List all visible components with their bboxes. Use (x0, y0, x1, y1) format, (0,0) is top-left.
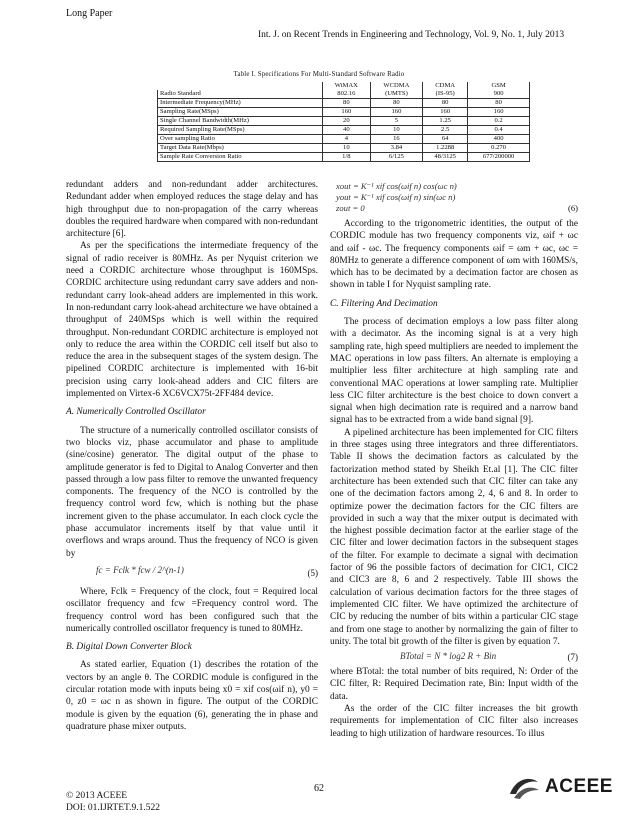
cell: 677/200000 (468, 153, 530, 162)
publisher-logo (506, 772, 613, 802)
paragraph: According to the trigonometric identities, the output of the CORDIC module has two frequency components viz, ωif + ωc and ωif - ωc. The frequency components ωif = ωm + ωc, ωc = 80MHz to generate a difference component of ωm with 160MS/s, which has to be decimated by a decimation factor are chosen as shown in table I for Nyquist sampling rate. (330, 219, 578, 291)
cell: (UMTS) (370, 90, 422, 99)
col-header: WiMAX (323, 82, 371, 90)
cell: 5 (370, 117, 422, 126)
cell: 0.270 (468, 144, 530, 153)
cell: 160 (468, 108, 530, 117)
table-row (158, 135, 530, 144)
row-label: Target Data Rate(Mbps) (158, 144, 323, 153)
cell: 3.84 (370, 144, 422, 153)
cell: 80 (323, 99, 371, 108)
cell: 802.16 (323, 90, 371, 99)
equation-number: (7) (567, 652, 578, 663)
col-header: CDMA (423, 82, 468, 90)
equation-7 (330, 650, 578, 664)
equation-line: yout = K⁻¹ xif cos(ωif n) sin(ωc n) (336, 192, 456, 202)
table-row (158, 117, 530, 126)
cell: 160 (370, 108, 422, 117)
table-row (158, 90, 530, 99)
right-column (330, 179, 578, 740)
cell: 64 (423, 135, 468, 144)
paragraph: redundant adders and non-redundant adder architectures. Redundant adder when employed reduces the stage delay and has high throughput due to non-propagation of the carry whereas doubles the required hardware when compared with non-redundant architecture [6]. (66, 180, 318, 240)
copyright-block (66, 790, 160, 814)
left-column (66, 179, 318, 733)
paragraph: The structure of a numerically controlled oscillator consists of two blocks viz, phase accumulator and phase to amplitude (sine/cosine) generator. The digital output of the phase to amplitude generator is fed to Digital to Analog Converter and then passed through a low pass filter to remove the unwanted frequency components. The frequency of the NCO is controlled by the frequency control word fcw, which is nothing but the phase increment given to the phase accumulator. In each clock cycle the phase accumulator increments itself by that value until it overflows and wraps around. Thus the frequency of NCO is given by (66, 425, 318, 559)
table-row (158, 144, 530, 153)
row-label: Intermediate Frequency(MHz) (158, 99, 323, 108)
equation-body: fc = Fclk * fcw / 2^(n-1) (96, 564, 184, 575)
equation-number: (6) (567, 203, 578, 213)
equation-number: (5) (307, 567, 318, 578)
doi: DOI: 01.IJRTET.9.1.522 (66, 803, 160, 813)
cell: 1.2288 (423, 144, 468, 153)
row-label: Over sampling Ratio (158, 135, 323, 144)
equation-line: xout = K⁻¹ xif cos(ωif n) cos(ωc n) (336, 181, 457, 191)
row-label: Radio Standard (158, 90, 323, 99)
table-row (158, 126, 530, 135)
row-label: Required Sampling Rate(MSps) (158, 126, 323, 135)
section-heading: B. Digital Down Converter Block (66, 642, 192, 653)
table-row (158, 153, 530, 162)
copyright: © 2013 ACEEE (66, 791, 128, 801)
cell: 1.25 (423, 117, 468, 126)
equation-5 (66, 564, 318, 582)
cell: 48/3125 (423, 153, 468, 162)
cell: 160 (423, 108, 468, 117)
cell: 80 (423, 99, 468, 108)
paragraph: Where, Fclk = Frequency of the clock, fout = Required local oscillator frequency and fcw =Frequency control word. The frequency control word has been configured such that the numerically controlled oscillator frequency is tuned to 80MHz. (66, 586, 318, 634)
paper-type-label: Long Paper (66, 8, 113, 19)
journal-header: Int. J. on Recent Trends in Engineering and Technology, Vol. 9, No. 1, July 2013 (258, 30, 565, 40)
equation-line: zout = 0 (336, 203, 365, 213)
cell: 20 (323, 117, 371, 126)
paragraph: As stated earlier, Equation (1) describes the rotation of the vectors by an angle θ. The CORDIC module is configured in the circular rotation mode with inputs being x0 = xif cos(ωif n), y0 = 0, z0 = ωc n as shown in figure. The output of the CORDIC module is given by the equation (6), generating the in phase and quadrature phase mixer outputs. (66, 660, 318, 732)
cell: 16 (370, 135, 422, 144)
aceee-swirl-icon (506, 772, 542, 802)
cell: 900 (468, 90, 530, 99)
cell: 10 (323, 144, 371, 153)
cell: 0.2 (468, 117, 530, 126)
row-label: Sampling Rate(MSps) (158, 108, 323, 117)
table-header-row (158, 82, 530, 90)
cell: 2.5 (423, 126, 468, 135)
logo-text: ACEEE (545, 776, 613, 797)
cell: 80 (370, 99, 422, 108)
col-header: WCDMA (370, 82, 422, 90)
section-heading: C. Filtering And Decimation (330, 298, 438, 309)
cell: 80 (468, 99, 530, 108)
section-heading: A. Numerically Controlled Oscillator (66, 407, 206, 418)
equation-body: BTotal = N * log2 R + Bin (400, 651, 497, 662)
cell: 160 (323, 108, 371, 117)
row-label: Single Channel Bandwidth(MHz) (158, 117, 323, 126)
paragraph: As per the specifications the intermediate frequency of the signal of radio receiver is 80MHz. As per Nyquist criterion we need a CORDIC architecture whose throughput is 160MSps. CORDIC architecture using redundant carry save adders and non-redundant carry look-ahead adders are implemented in this work. In non-redundant carry look-ahead architecture we have obtained a throughput of 240MSps which is well within the required throughput. Non-redundant CORDIC architecture is employed not only to reduce the area within the CORDIC cell itself but also to reduce the area in the subsequent stages of the system design. The pipelined CORDIC architecture is implemented with 16-bit precision using carry look-ahead adders and CIC filters are implemented on Virtex-6 XC6VCX75t-2FF484 device. (66, 241, 318, 400)
cell: 0.4 (468, 126, 530, 135)
cell: 40 (323, 126, 371, 135)
cell: 6/125 (370, 153, 422, 162)
paragraph: A pipelined architecture has been implemented for CIC filters in three stages using three integrators and three differentiators. Table II shows the decimation factors as calculated by the factorization method stated by Sheikh Et.al [1]. The CIC filter architecture has been extended such that CIC filter can take any one of the decimation factors among 2, 4, 6 and 8. In order to optimize power the decimation factors for the CIC filters are provided in such a way that the mixer output is decimated with the highest possible decimation factor at the earlier stage of the CIC filter and lower decimation factors in the subsequent stages of the filter. For example to decimate a signal with decimation factor of 96 the possible factors of decimation for CIC1, CIC2 and CIC3 are 8, 6 and 2 respectively. Table III shows the calculation of various decimation factors for the three stages of implemented CIC filter. We have optimized the architecture of CIC by reducing the number of bits within a particular CIC stage and from one stage to another by normalizing the gain of filter to unity. The total bit growth of the filter is given by equation 7. (330, 427, 578, 647)
table-row (158, 108, 530, 117)
cell: 400 (468, 135, 530, 144)
table-caption: Table I. Specifications For Multi-Standard Software Radio (233, 71, 405, 78)
cell: 4 (323, 135, 371, 144)
cell: 1/8 (323, 153, 371, 162)
cell: (IS-95) (423, 90, 468, 99)
equation-6 (330, 181, 578, 214)
paragraph: The process of decimation employs a low pass filter along with a decimator. As the incoming signal is at a very high sampling rate, high speed multipliers are needed to implement the MAC operations in low pass filters. An alternate is employing a multiplier less filter architecture at high sampling rate and conventional MAC operations at lower sampling rate. Multiplier less CIC filter architecture is the best choice to down convert a signal when high decimation rate is required and a narrow band signal has to be extracted from a wide band signal [9]. (330, 317, 578, 426)
table-row (158, 99, 530, 108)
paragraph: where BTotal: the total number of bits required, N: Order of the CIC filter, R: Required Decimation rate, Bin: Input width of the data. (330, 667, 578, 702)
specifications-table (157, 82, 530, 162)
row-label: Sample Rate Conversion Ratio (158, 153, 323, 162)
paragraph: As the order of the CIC filter increases the bit growth requirements for implementation of CIC filter also increases leading to high utilization of hardware resources. To illus (330, 703, 578, 739)
cell: 10 (370, 126, 422, 135)
col-header: GSM (468, 82, 530, 90)
page-number: 62 (314, 783, 324, 794)
